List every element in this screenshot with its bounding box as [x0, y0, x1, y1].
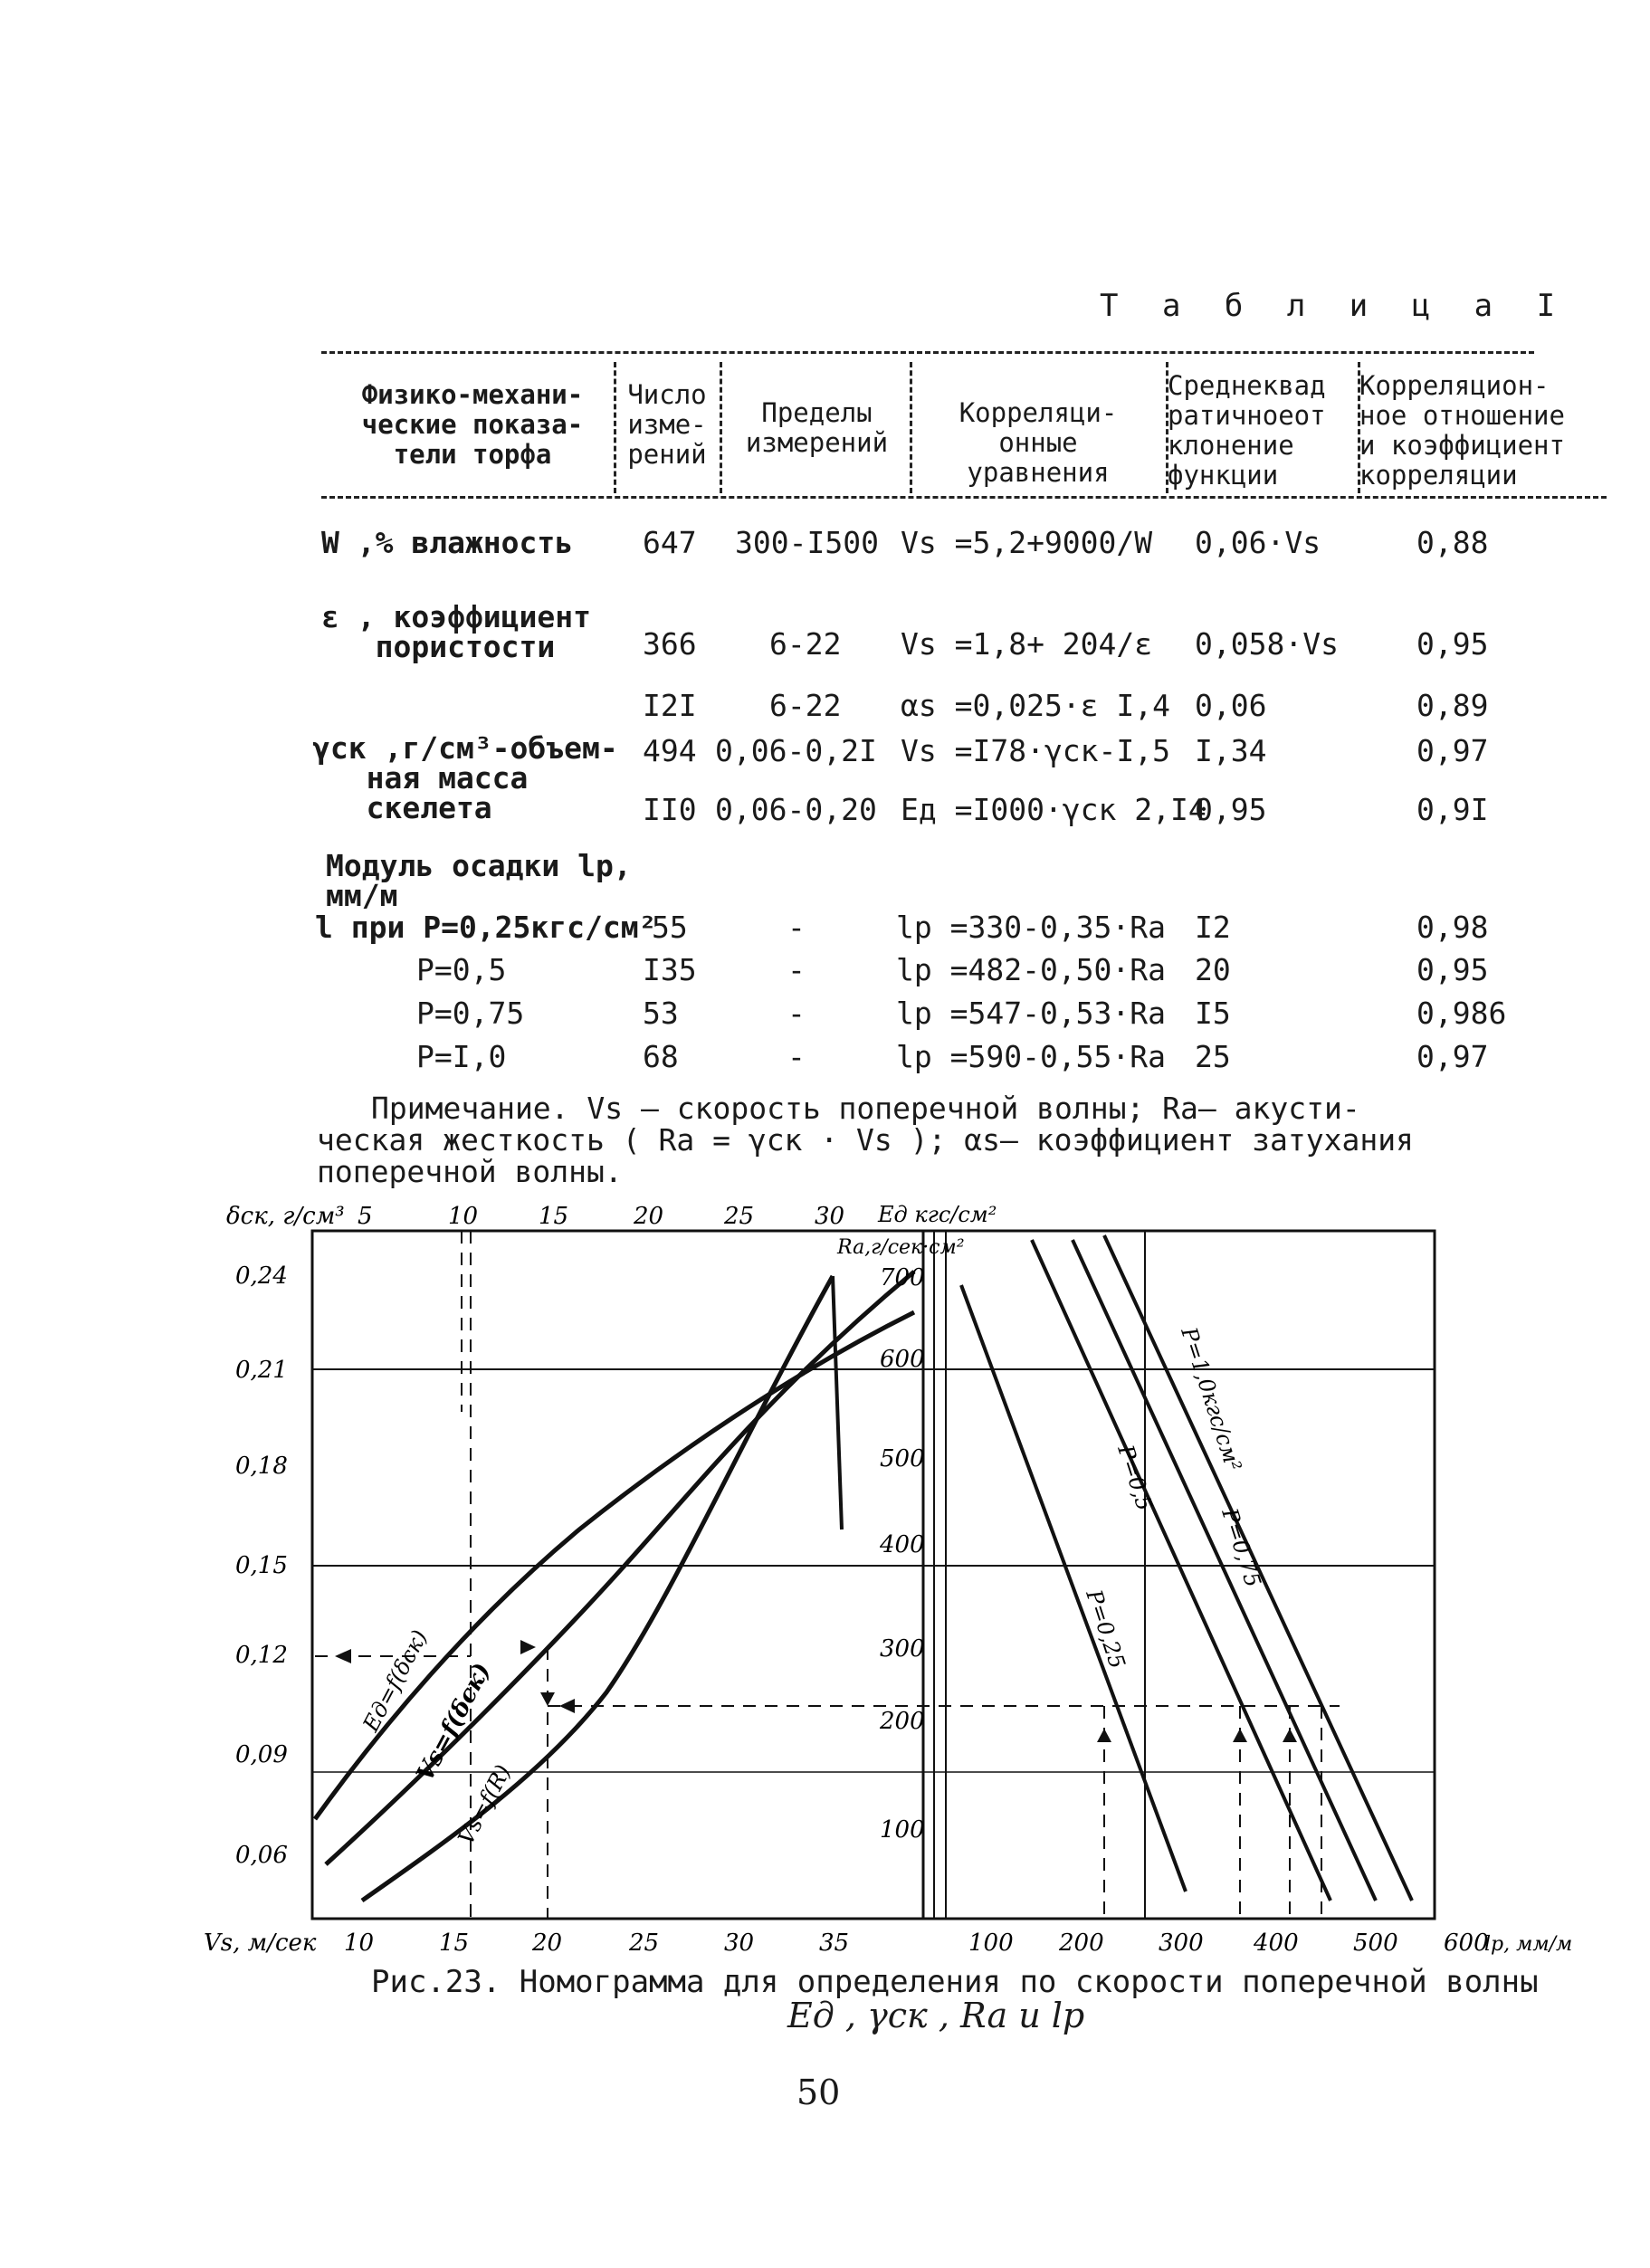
bottom-x-label: Vs, м/сек [204, 1930, 317, 1957]
note-line-2: ческая жесткость ( Ra = γск · Vs ); αs— коэффициент затухания [317, 1122, 1414, 1158]
row-correlation: 0,88 [1416, 525, 1489, 560]
lp-tick: 500 [1353, 1930, 1398, 1957]
ra-tick: 600 [880, 1346, 925, 1373]
row-correlation: 0,95 [1416, 952, 1489, 987]
row-param: P=0,5 [416, 952, 507, 987]
lp-tick: 300 [1159, 1930, 1204, 1957]
top-x-tick: 5 [358, 1203, 373, 1230]
row-param: ε , коэффициент пористости [321, 599, 592, 664]
header-equation: Корреляци- онные уравнения [959, 397, 1118, 488]
lp-line-p025 [961, 1285, 1186, 1892]
row-stddev: 25 [1195, 1039, 1231, 1074]
ra-tick: 100 [880, 1816, 925, 1844]
bottom-x-tick: 20 [532, 1930, 563, 1957]
row-range: 6-22 [769, 688, 842, 723]
figure-caption-line-1: Рис.23. Номограмма для определения по скорости поперечной волны [371, 1964, 1539, 2000]
bottom-x-tick: 25 [629, 1930, 660, 1957]
row-param: γск ,г/см³-объем- ная масса скелета [312, 730, 618, 825]
curve-label-ed: Eд=f(δск) [358, 1625, 433, 1736]
row-stddev: 0,95 [1195, 792, 1267, 827]
line-label-p075: P=0,75 [1216, 1505, 1266, 1591]
page-number: 50 [796, 2073, 841, 2112]
row-equation: lp =330-0,35·Ra [896, 910, 1167, 945]
ra-tick: 700 [880, 1264, 925, 1291]
line-label-p025: P=0,25 [1081, 1587, 1130, 1672]
row-count: 494 [643, 733, 697, 768]
row-range: - [787, 952, 806, 987]
row-equation: lp =590-0,55·Ra [896, 1039, 1167, 1074]
row-range: - [787, 910, 806, 945]
row-correlation: 0,97 [1416, 1039, 1489, 1074]
row-count: II0 [643, 792, 697, 827]
row-stddev: 0,058·Vs [1195, 626, 1339, 662]
row-correlation: 0,9I [1416, 792, 1489, 827]
row-equation: Eд =I000·γск 2,I4 [901, 792, 1207, 827]
left-y-tick: 0,15 [235, 1552, 288, 1579]
row-param: W ,% влажность [321, 525, 574, 560]
left-y-tick: 0,24 [235, 1263, 288, 1290]
row-count: 53 [643, 996, 679, 1031]
row-equation: Vs =1,8+ 204/ε [901, 626, 1153, 662]
row-stddev: I2 [1195, 910, 1231, 945]
left-y-tick: 0,12 [235, 1642, 288, 1669]
row-correlation: 0,986 [1416, 996, 1507, 1031]
row-count: 366 [643, 626, 697, 662]
row-stddev: 0,06 [1195, 688, 1267, 723]
arrow-head [1233, 1729, 1247, 1742]
bottom-x-tick: 35 [819, 1930, 850, 1957]
top-x-tick: 10 [448, 1203, 479, 1230]
lp-tick: 200 [1059, 1930, 1104, 1957]
bottom-x-tick: 10 [344, 1930, 375, 1957]
row-equation: lp =482-0,50·Ra [896, 952, 1167, 987]
row-stddev: I,34 [1195, 733, 1267, 768]
curve-label-vs-ra: Vs=f(R) [453, 1760, 517, 1849]
row-range: - [787, 1039, 806, 1074]
lp-tick: 400 [1254, 1930, 1299, 1957]
figure-caption-line-2: Eд , γск , Ra и lp [787, 1996, 1085, 2035]
row-param: P=0,75 [416, 996, 525, 1031]
lp-line-p075 [1073, 1240, 1376, 1901]
arrow-head [335, 1649, 351, 1663]
arrow-head [1097, 1729, 1111, 1742]
row-count: 647 [643, 525, 697, 560]
curve-label-vs-density: Vs=f(δск) [411, 1658, 497, 1787]
row-param: Модуль осадки lp, мм/м [326, 848, 632, 913]
row-count: I35 [643, 952, 697, 987]
note-line-3: поперечной волны. [317, 1154, 623, 1189]
left-y-tick: 0,09 [235, 1741, 288, 1768]
row-correlation: 0,98 [1416, 910, 1489, 945]
row-stddev: 20 [1195, 952, 1231, 987]
row-correlation: 0,95 [1416, 626, 1489, 662]
top-x-tick: 25 [724, 1203, 755, 1230]
left-y-tick: 0,21 [235, 1357, 288, 1384]
table-top-rule [321, 351, 1534, 354]
ra-tick: 400 [880, 1531, 925, 1558]
row-count: 55 [652, 910, 688, 945]
row-count: 68 [643, 1039, 679, 1074]
top-x-tick: 15 [539, 1203, 569, 1230]
ra-tick: 300 [880, 1635, 925, 1663]
header-correlation: Корреляцион- ное отношение и коэффициент корреляции [1359, 370, 1565, 491]
left-y-label: δск, г/см³ [226, 1203, 345, 1230]
row-stddev: 0,06·Vs [1195, 525, 1321, 560]
header-param: Физико-механи- ческие показа- тели торфа [361, 379, 584, 470]
table-title: Т а б л и ц а I [1100, 288, 1569, 324]
arrow-head [1283, 1729, 1297, 1742]
row-range: - [787, 996, 806, 1031]
arrow-head [540, 1692, 555, 1706]
lp-tick: 100 [968, 1930, 1014, 1957]
ra-label: Ra,г/сек·см² [837, 1236, 965, 1259]
row-param: P=I,0 [416, 1039, 507, 1074]
row-range: 0,06-0,20 [715, 792, 877, 827]
row-range: 6-22 [769, 626, 842, 662]
row-range: 0,06-0,2I [715, 733, 877, 768]
bottom-x-tick: 15 [439, 1930, 470, 1957]
header-stddev: Среднеквад ратичноеот клонение функции [1168, 370, 1326, 491]
row-equation: Vs =5,2+9000/W [901, 525, 1153, 560]
left-y-tick: 0,18 [235, 1453, 288, 1480]
line-label-p10: P=1,0кгс/см² [1176, 1324, 1247, 1475]
row-stddev: I5 [1195, 996, 1231, 1031]
lp-label: lp, мм/м [1484, 1933, 1573, 1956]
row-correlation: 0,97 [1416, 733, 1489, 768]
row-range: 300-I500 [735, 525, 879, 560]
header-count: Число изме- рений [627, 379, 707, 470]
ra-tick: 500 [880, 1445, 925, 1472]
col-sep-1 [614, 362, 616, 493]
row-count: I2I [643, 688, 697, 723]
left-y-tick: 0,06 [235, 1842, 288, 1869]
bottom-x-tick: 30 [724, 1930, 755, 1957]
row-correlation: 0,89 [1416, 688, 1489, 723]
row-equation: αs =0,025·ε I,4 [901, 688, 1171, 723]
header-range: Пределы измерений [745, 397, 889, 458]
note-line-1: Примечание. Vs — скорость поперечной волны; Ra— акусти- [371, 1091, 1360, 1126]
row-equation: Vs =I78·γск-I,5 [901, 733, 1171, 768]
line-label-p05: P=0,5 [1112, 1442, 1158, 1514]
row-equation: lp =547-0,53·Ra [896, 996, 1167, 1031]
top-x-tick: 30 [815, 1203, 845, 1230]
table-header-rule [321, 496, 1607, 499]
top-right-label: Eд кгс/см² [878, 1202, 997, 1227]
lp-tick: 600 [1444, 1930, 1489, 1957]
ra-tick: 200 [880, 1708, 925, 1735]
row-param: l при P=0,25кгс/см² [315, 910, 657, 945]
arrow-head [520, 1640, 536, 1654]
nomogram [199, 1186, 1573, 1991]
arrow-head [559, 1699, 575, 1713]
col-sep-3 [910, 362, 912, 493]
col-sep-2 [720, 362, 722, 493]
top-x-tick: 20 [634, 1203, 664, 1230]
curve-tail [833, 1276, 842, 1529]
